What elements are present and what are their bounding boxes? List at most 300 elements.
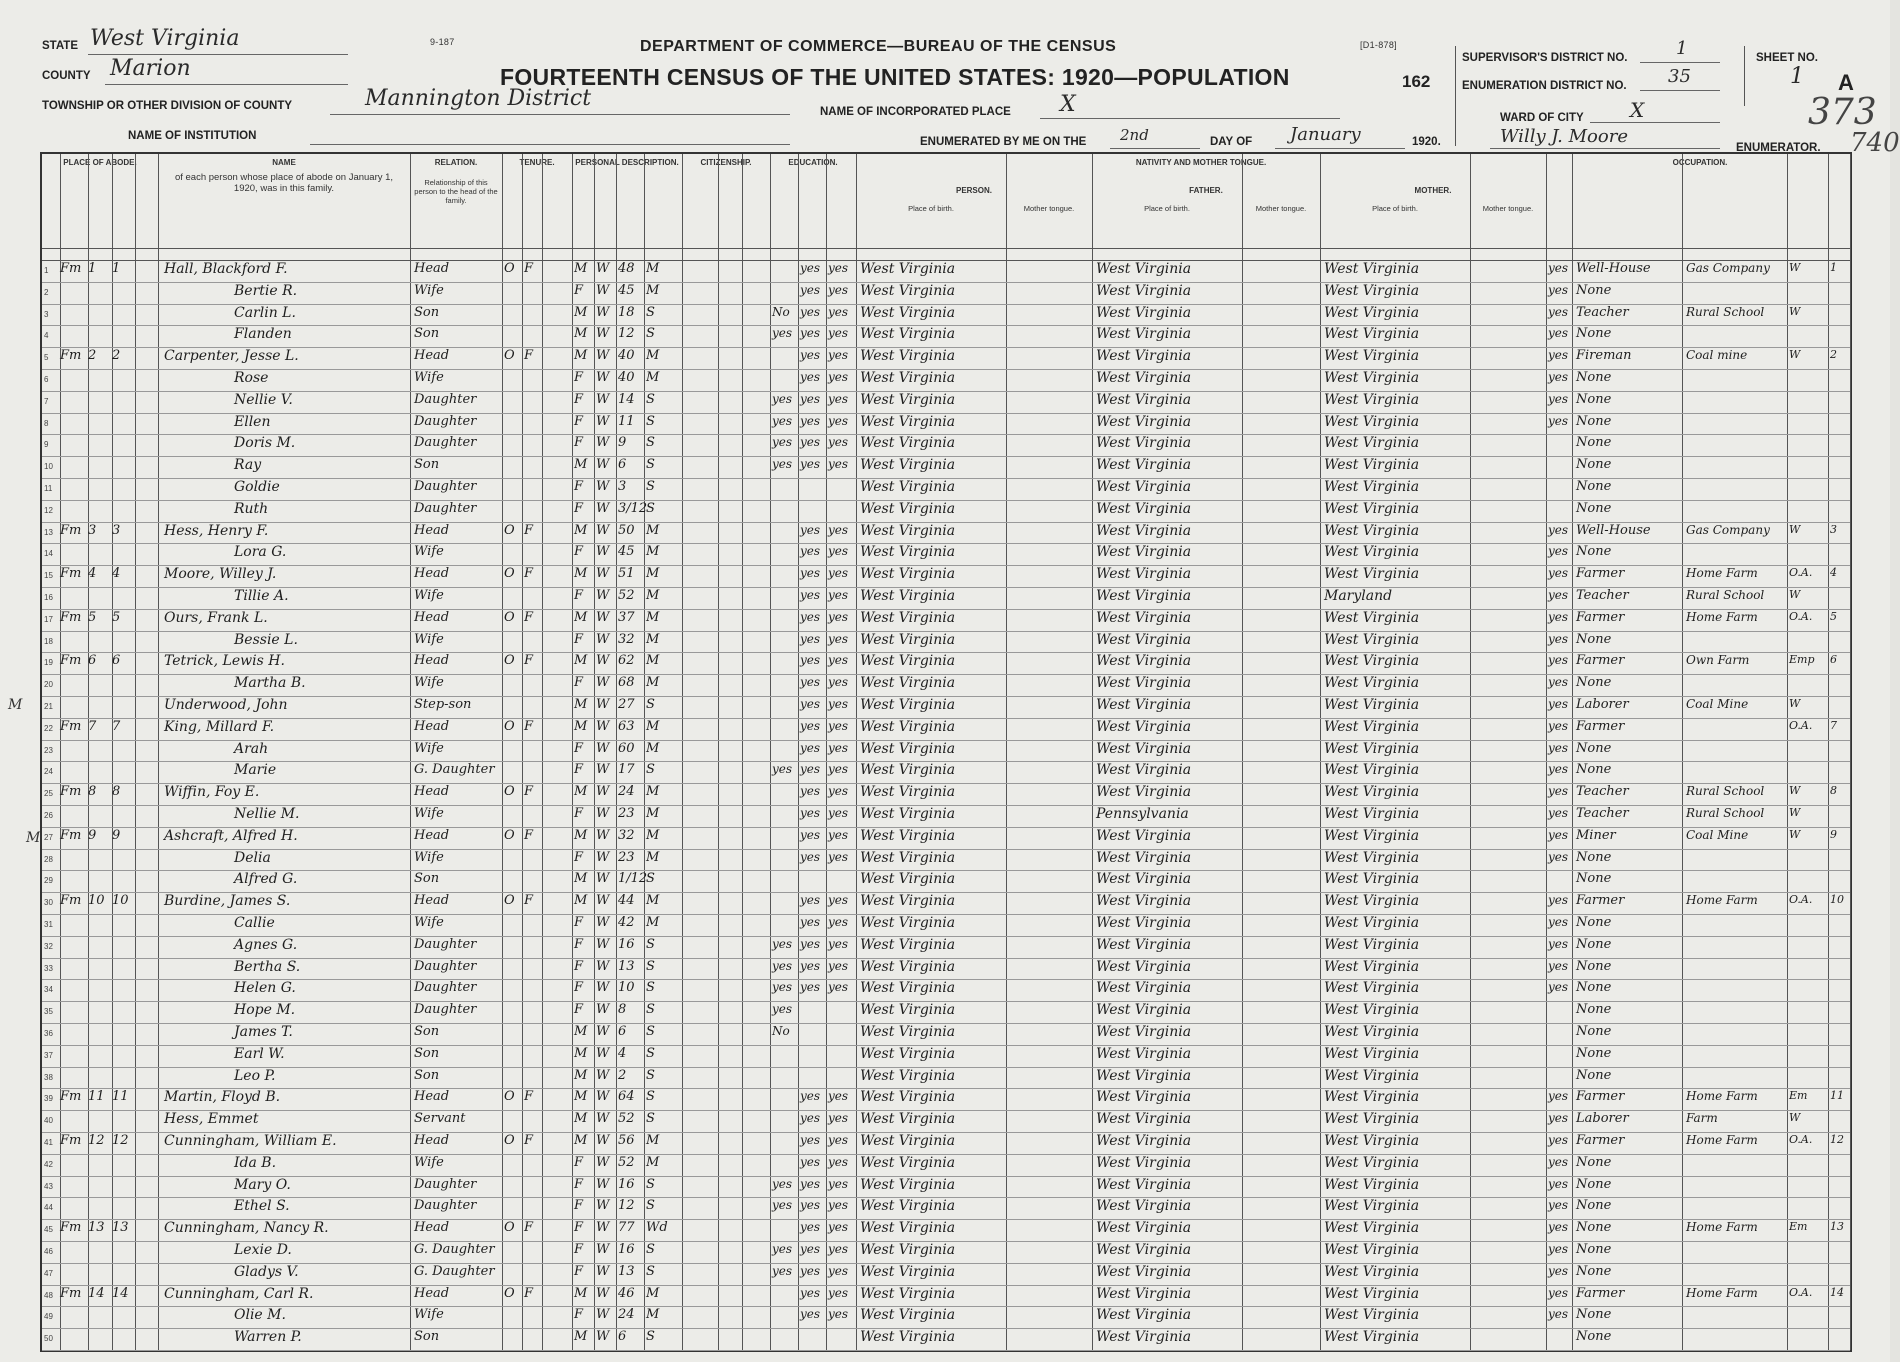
person-name: Cunningham, William E. bbox=[164, 1133, 337, 1149]
line-number: 15 bbox=[44, 571, 53, 581]
able-to-write: yes bbox=[828, 915, 849, 929]
school-attendance: yes bbox=[772, 413, 793, 428]
sex: M bbox=[574, 871, 588, 887]
able-to-write: yes bbox=[828, 1242, 849, 1256]
able-to-read: yes bbox=[800, 1263, 821, 1278]
father-birthplace: West Virginia bbox=[1096, 936, 1192, 953]
tenure-mortgage: F bbox=[524, 348, 534, 364]
person-birthplace: West Virginia bbox=[860, 544, 956, 561]
tenure-owned: O bbox=[504, 893, 515, 909]
relation: Son bbox=[414, 1329, 440, 1345]
race: W bbox=[596, 457, 610, 473]
age: 17 bbox=[618, 762, 635, 778]
tenure-owned: O bbox=[504, 827, 515, 843]
able-to-read: yes bbox=[800, 980, 821, 995]
class-of-worker: W bbox=[1789, 784, 1801, 798]
marital-status: M bbox=[646, 544, 660, 560]
dwelling-number: 8 bbox=[88, 784, 97, 800]
mother-birthplace: West Virginia bbox=[1324, 1024, 1420, 1040]
race: W bbox=[596, 653, 610, 669]
person-name: Cunningham, Nancy R. bbox=[164, 1220, 329, 1237]
age: 44 bbox=[618, 893, 635, 909]
occupation: Farmer bbox=[1576, 1133, 1625, 1148]
person-name: Wiffin, Foy E. bbox=[164, 784, 260, 801]
person-name: Martin, Floyd B. bbox=[164, 1089, 281, 1106]
person-birthplace: West Virginia bbox=[860, 849, 956, 866]
occupation: Farmer bbox=[1576, 653, 1625, 669]
person-birthplace: West Virginia bbox=[860, 326, 956, 343]
race: W bbox=[596, 479, 610, 494]
industry: Gas Company bbox=[1686, 261, 1770, 275]
race: W bbox=[596, 893, 610, 909]
institution-label: NAME OF INSTITUTION bbox=[128, 130, 257, 142]
able-to-read: yes bbox=[800, 958, 821, 973]
occupation: Teacher bbox=[1576, 784, 1629, 800]
age: 23 bbox=[618, 849, 635, 865]
relation: Head bbox=[414, 522, 450, 538]
able-to-read: yes bbox=[800, 697, 821, 711]
marital-status: M bbox=[646, 849, 660, 865]
person-birthplace: West Virginia bbox=[860, 980, 956, 997]
age: 32 bbox=[618, 631, 635, 647]
occupation: None bbox=[1576, 936, 1612, 952]
marital-status: S bbox=[646, 304, 655, 320]
person-birthplace: West Virginia bbox=[860, 1045, 956, 1062]
relation: Son bbox=[414, 304, 440, 320]
relation: G. Daughter bbox=[414, 1263, 495, 1279]
person-birthplace: West Virginia bbox=[860, 762, 956, 779]
age: 62 bbox=[618, 653, 635, 669]
able-to-write: yes bbox=[828, 980, 849, 995]
supervisor-value: 1 bbox=[1676, 38, 1688, 59]
class-of-worker: Emp bbox=[1789, 653, 1815, 667]
person-birthplace: West Virginia bbox=[860, 675, 956, 692]
father-birthplace: West Virginia bbox=[1096, 1002, 1192, 1019]
person-birthplace: West Virginia bbox=[860, 806, 956, 822]
tenure-owned: O bbox=[504, 1089, 515, 1105]
relation: Servant bbox=[414, 1111, 466, 1127]
line-number: 46 bbox=[44, 1247, 53, 1256]
industry: Home Farm bbox=[1686, 1089, 1758, 1104]
race: W bbox=[596, 718, 610, 734]
person-name: Bessie L. bbox=[234, 631, 298, 648]
relation: Son bbox=[414, 457, 440, 473]
speaks-english: yes bbox=[1548, 806, 1569, 820]
age: 32 bbox=[618, 827, 635, 843]
relation: Daughter bbox=[414, 1176, 477, 1192]
line-number: 32 bbox=[44, 941, 53, 951]
marital-status: M bbox=[646, 1133, 660, 1148]
marital-status: S bbox=[646, 936, 655, 952]
marital-status: M bbox=[646, 261, 660, 276]
line-number: 14 bbox=[44, 549, 53, 559]
table-row bbox=[42, 761, 1850, 783]
occupation: None bbox=[1576, 1024, 1612, 1039]
speaks-english: yes bbox=[1548, 544, 1569, 559]
father-birthplace: West Virginia bbox=[1096, 740, 1192, 757]
person-birthplace: West Virginia bbox=[860, 282, 956, 299]
farm-number: 4 bbox=[1830, 566, 1837, 580]
speaks-english: yes bbox=[1548, 609, 1569, 624]
tenure-owned: O bbox=[504, 718, 515, 734]
able-to-read: yes bbox=[800, 762, 821, 777]
person-name: Hess, Emmet bbox=[164, 1111, 259, 1128]
sex: M bbox=[574, 1067, 588, 1083]
occupation: Teacher bbox=[1576, 806, 1629, 821]
table-row bbox=[42, 1110, 1850, 1132]
able-to-write: yes bbox=[828, 261, 849, 275]
speaks-english: yes bbox=[1548, 697, 1569, 711]
person-birthplace: West Virginia bbox=[860, 457, 956, 474]
father-birthplace: West Virginia bbox=[1096, 849, 1192, 866]
line-number: 43 bbox=[44, 1181, 53, 1191]
person-name: Hall, Blackford F. bbox=[164, 261, 288, 277]
race: W bbox=[596, 740, 610, 756]
mother-birthplace: West Virginia bbox=[1324, 479, 1420, 495]
occupation: None bbox=[1576, 1067, 1612, 1083]
occupation: None bbox=[1576, 871, 1612, 887]
dwelling-type: Fm bbox=[60, 348, 82, 364]
speaks-english: yes bbox=[1548, 915, 1569, 929]
sex: F bbox=[574, 740, 584, 756]
race: W bbox=[596, 1024, 610, 1039]
father-birthplace: West Virginia bbox=[1096, 915, 1192, 931]
table-row bbox=[42, 434, 1850, 456]
table-row bbox=[42, 631, 1850, 653]
person-birthplace: West Virginia bbox=[860, 588, 956, 604]
margin-note: M bbox=[26, 830, 41, 846]
table-row bbox=[42, 391, 1850, 413]
race: W bbox=[596, 1002, 610, 1018]
dwelling-type: Fm bbox=[60, 718, 82, 734]
industry: Rural School bbox=[1686, 784, 1765, 799]
marital-status: S bbox=[646, 500, 655, 516]
marital-status: M bbox=[646, 718, 660, 734]
marital-status: M bbox=[646, 348, 660, 364]
marital-status: M bbox=[646, 609, 660, 625]
mother-birthplace: West Virginia bbox=[1324, 1045, 1420, 1062]
person-birthplace: West Virginia bbox=[860, 631, 956, 648]
able-to-write: yes bbox=[828, 457, 849, 472]
relation: Son bbox=[414, 1024, 440, 1039]
race: W bbox=[596, 1198, 610, 1214]
tenure-mortgage: F bbox=[524, 827, 534, 843]
line-number: 39 bbox=[44, 1094, 53, 1104]
age: 45 bbox=[618, 544, 635, 560]
sex: M bbox=[574, 1285, 588, 1301]
class-of-worker: O.A. bbox=[1789, 893, 1813, 907]
mother-birthplace: West Virginia bbox=[1324, 675, 1420, 692]
age: 9 bbox=[618, 435, 627, 451]
enumeration-label: ENUMERATION DISTRICT NO. bbox=[1462, 80, 1627, 92]
dwelling-type: Fm bbox=[60, 893, 82, 909]
table-row bbox=[42, 652, 1850, 674]
census-table bbox=[40, 152, 1852, 1352]
father-birthplace: West Virginia bbox=[1096, 1329, 1192, 1346]
mother-birthplace: West Virginia bbox=[1324, 500, 1420, 517]
tenure-owned: O bbox=[504, 522, 515, 538]
mother-birthplace: West Virginia bbox=[1324, 762, 1420, 779]
mother-birthplace: West Virginia bbox=[1324, 1176, 1420, 1193]
age: 6 bbox=[618, 457, 627, 473]
class-of-worker: W bbox=[1789, 697, 1801, 710]
form-code: [D1-878] bbox=[1360, 40, 1397, 50]
mother-birthplace: West Virginia bbox=[1324, 261, 1420, 277]
relation: Head bbox=[414, 1220, 450, 1236]
father-birthplace: West Virginia bbox=[1096, 326, 1192, 343]
sex: F bbox=[574, 282, 584, 298]
able-to-read: yes bbox=[800, 609, 821, 624]
relation: Wife bbox=[414, 370, 444, 385]
father-birthplace: Pennsylvania bbox=[1096, 806, 1189, 822]
race: W bbox=[596, 435, 610, 451]
able-to-write: yes bbox=[828, 326, 849, 341]
person-birthplace: West Virginia bbox=[860, 1024, 956, 1040]
father-birthplace: West Virginia bbox=[1096, 653, 1192, 670]
sex: M bbox=[574, 348, 588, 364]
group-relation: RELATION. bbox=[434, 158, 478, 167]
industry: Home Farm bbox=[1686, 566, 1758, 581]
speaks-english: yes bbox=[1548, 391, 1569, 406]
family-number: 11 bbox=[112, 1089, 129, 1105]
father-birthplace: West Virginia bbox=[1096, 304, 1192, 321]
mother-birthplace: West Virginia bbox=[1324, 806, 1420, 822]
able-to-read: yes bbox=[800, 522, 821, 537]
age: 37 bbox=[618, 609, 635, 625]
race: W bbox=[596, 326, 610, 342]
school-attendance: yes bbox=[772, 391, 793, 406]
group-personal: PERSONAL DESCRIPTION. bbox=[575, 158, 679, 167]
occupation: None bbox=[1576, 1307, 1612, 1323]
class-of-worker: W bbox=[1789, 806, 1801, 819]
mother-birthplace: West Virginia bbox=[1324, 1067, 1420, 1084]
race: W bbox=[596, 980, 610, 996]
age: 27 bbox=[618, 697, 635, 712]
relation-header-text: Relationship of this person to the head of the family. bbox=[414, 178, 498, 205]
line-number: 24 bbox=[44, 767, 53, 777]
occupation: Miner bbox=[1576, 827, 1616, 843]
person-name: Ethel S. bbox=[234, 1198, 290, 1215]
speaks-english: yes bbox=[1548, 1111, 1569, 1126]
stamp-number-2: 740 bbox=[1850, 128, 1900, 158]
able-to-write: yes bbox=[828, 1176, 849, 1191]
table-row bbox=[42, 1001, 1850, 1023]
table-row bbox=[42, 1176, 1850, 1198]
person-birthplace: West Virginia bbox=[860, 718, 956, 735]
father-birthplace: West Virginia bbox=[1096, 958, 1192, 975]
speaks-english: yes bbox=[1548, 282, 1569, 297]
race: W bbox=[596, 1176, 610, 1192]
sex: M bbox=[574, 653, 588, 669]
person-birthplace: West Virginia bbox=[860, 1176, 956, 1193]
able-to-write: yes bbox=[828, 435, 849, 450]
race: W bbox=[596, 784, 610, 800]
person-birthplace: West Virginia bbox=[860, 958, 956, 975]
occupation: None bbox=[1576, 762, 1612, 778]
person-birthplace: West Virginia bbox=[860, 566, 956, 583]
father-birthplace: West Virginia bbox=[1096, 1263, 1192, 1280]
dwelling-number: 14 bbox=[88, 1285, 105, 1301]
table-row bbox=[42, 1088, 1850, 1110]
able-to-read: yes bbox=[800, 1176, 821, 1191]
able-to-write: yes bbox=[828, 566, 849, 581]
age: 16 bbox=[618, 1242, 635, 1257]
tenure-mortgage: F bbox=[524, 1089, 534, 1105]
month-value: January bbox=[1290, 124, 1361, 145]
age: 11 bbox=[618, 413, 635, 429]
group-citizenship: CITIZENSHIP. bbox=[700, 158, 752, 167]
relation: Step-son bbox=[414, 697, 472, 712]
dwelling-number: 12 bbox=[88, 1133, 105, 1148]
age: 13 bbox=[618, 1263, 635, 1279]
age: 10 bbox=[618, 980, 635, 996]
class-of-worker: W bbox=[1789, 522, 1801, 536]
father-birthplace: West Virginia bbox=[1096, 435, 1192, 452]
marital-status: M bbox=[646, 631, 660, 647]
able-to-write: yes bbox=[828, 1133, 849, 1147]
person-name: Agnes G. bbox=[234, 936, 298, 953]
father-birthplace: West Virginia bbox=[1096, 697, 1192, 713]
table-row bbox=[42, 304, 1850, 326]
supervisor-label: SUPERVISOR'S DISTRICT NO. bbox=[1462, 52, 1628, 64]
person-birthplace: West Virginia bbox=[860, 1154, 956, 1171]
person-name: Ours, Frank L. bbox=[164, 609, 268, 626]
person-birthplace: West Virginia bbox=[860, 893, 956, 910]
table-row bbox=[42, 936, 1850, 958]
industry: Coal mine bbox=[1686, 348, 1748, 363]
line-number: 12 bbox=[44, 505, 53, 515]
relation: Wife bbox=[414, 675, 444, 691]
race: W bbox=[596, 675, 610, 691]
race: W bbox=[596, 1154, 610, 1170]
school-attendance: No bbox=[772, 304, 790, 319]
marital-status: S bbox=[646, 1024, 655, 1039]
person-name: Gladys V. bbox=[234, 1263, 299, 1280]
industry: Rural School bbox=[1686, 588, 1765, 602]
speaks-english: yes bbox=[1548, 718, 1569, 733]
race: W bbox=[596, 1263, 610, 1279]
speaks-english: yes bbox=[1548, 348, 1569, 363]
line-number: 28 bbox=[44, 854, 53, 864]
person-birthplace: West Virginia bbox=[860, 1220, 956, 1237]
school-attendance: No bbox=[772, 1024, 790, 1038]
relation: Daughter bbox=[414, 980, 477, 996]
person-birthplace: West Virginia bbox=[860, 261, 956, 277]
table-row bbox=[42, 1023, 1850, 1045]
dwelling-type: Fm bbox=[60, 1133, 82, 1148]
tenure-owned: O bbox=[504, 1220, 515, 1236]
line-number: 26 bbox=[44, 811, 53, 820]
able-to-write: yes bbox=[828, 740, 849, 755]
group-person: PERSON. bbox=[955, 186, 992, 195]
dwelling-type: Fm bbox=[60, 261, 82, 276]
group-place-of-abode: PLACE OF ABODE. bbox=[63, 158, 137, 167]
race: W bbox=[596, 806, 610, 821]
able-to-write: yes bbox=[828, 1307, 849, 1322]
dwelling-type: Fm bbox=[60, 609, 82, 625]
father-birthplace: West Virginia bbox=[1096, 1089, 1192, 1106]
enumerator-value: Willy J. Moore bbox=[1500, 126, 1628, 147]
person-birthplace: West Virginia bbox=[860, 1111, 956, 1128]
dwelling-type: Fm bbox=[60, 1089, 82, 1105]
person-birthplace: West Virginia bbox=[860, 740, 956, 757]
dwelling-number: 11 bbox=[88, 1089, 105, 1105]
tenure-mortgage: F bbox=[524, 653, 534, 669]
line-number: 44 bbox=[44, 1203, 53, 1213]
marital-status: M bbox=[646, 282, 660, 298]
incorporated-place-label: NAME OF INCORPORATED PLACE bbox=[820, 106, 1011, 118]
age: 48 bbox=[618, 261, 635, 276]
table-row bbox=[42, 413, 1850, 435]
able-to-read: yes bbox=[800, 282, 821, 297]
race: W bbox=[596, 370, 610, 385]
race: W bbox=[596, 697, 610, 712]
age: 3/12 bbox=[618, 500, 648, 516]
school-attendance: yes bbox=[772, 326, 793, 341]
mother-birthplace: West Virginia bbox=[1324, 740, 1420, 757]
person-name: Bertie R. bbox=[234, 282, 298, 299]
marital-status: M bbox=[646, 522, 660, 538]
mother-birthplace: West Virginia bbox=[1324, 304, 1420, 321]
able-to-read: yes bbox=[800, 740, 821, 755]
person-name: Cunningham, Carl R. bbox=[164, 1285, 314, 1302]
race: W bbox=[596, 304, 610, 320]
occupation: None bbox=[1576, 479, 1612, 494]
mother-birthplace: West Virginia bbox=[1324, 457, 1420, 474]
person-birthplace: West Virginia bbox=[860, 827, 956, 844]
able-to-read: yes bbox=[800, 806, 821, 820]
farm-number: 10 bbox=[1830, 893, 1844, 907]
person-birthplace: West Virginia bbox=[860, 391, 956, 408]
person-birthplace: West Virginia bbox=[860, 784, 956, 801]
speaks-english: yes bbox=[1548, 304, 1569, 319]
person-name: Tillie A. bbox=[234, 588, 289, 604]
race: W bbox=[596, 1111, 610, 1127]
table-row bbox=[42, 347, 1850, 369]
age: 64 bbox=[618, 1089, 635, 1105]
person-birthplace: West Virginia bbox=[860, 653, 956, 670]
age: 6 bbox=[618, 1329, 627, 1345]
able-to-read: yes bbox=[800, 435, 821, 450]
able-to-write: yes bbox=[828, 588, 849, 602]
person-birthplace: West Virginia bbox=[860, 304, 956, 321]
occupation: None bbox=[1576, 1198, 1612, 1214]
marital-status: M bbox=[646, 827, 660, 843]
relation: Son bbox=[414, 1067, 440, 1083]
race: W bbox=[596, 1067, 610, 1083]
able-to-read: yes bbox=[800, 653, 821, 668]
person-birth-header: Place of birth. bbox=[908, 204, 954, 213]
tenure-owned: O bbox=[504, 566, 515, 582]
father-birthplace: West Virginia bbox=[1096, 1285, 1192, 1302]
speaks-english: yes bbox=[1548, 261, 1569, 275]
tenure-mortgage: F bbox=[524, 1285, 534, 1301]
age: 1/12 bbox=[618, 871, 648, 887]
person-birthplace: West Virginia bbox=[860, 1198, 956, 1215]
line-number: 37 bbox=[44, 1050, 53, 1060]
marital-status: M bbox=[646, 675, 660, 691]
tenure-mortgage: F bbox=[524, 1133, 534, 1148]
speaks-english: yes bbox=[1548, 566, 1569, 581]
mother-birthplace: West Virginia bbox=[1324, 1089, 1420, 1106]
relation: Son bbox=[414, 1045, 440, 1061]
tenure-owned: O bbox=[504, 784, 515, 800]
occupation: Well-House bbox=[1576, 261, 1651, 276]
row-rule bbox=[42, 1350, 1850, 1351]
speaks-english: yes bbox=[1548, 1089, 1569, 1104]
marital-status: S bbox=[646, 413, 655, 429]
township-value: Mannington District bbox=[365, 86, 592, 111]
